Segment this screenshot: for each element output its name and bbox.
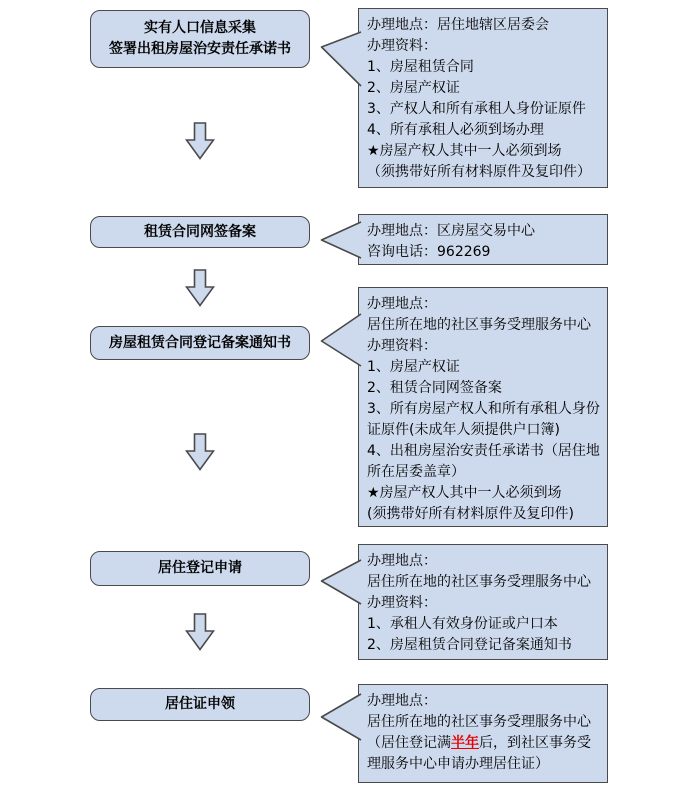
- callout-tail-pointer: [320, 220, 362, 260]
- callout-line: [367, 572, 599, 593]
- callout-line: [367, 441, 599, 462]
- callout-text: 1、房屋租赁合同: [367, 59, 474, 75]
- callout-line: [367, 221, 599, 242]
- callout-line: [367, 36, 599, 57]
- callout-detail-box: [358, 8, 608, 188]
- callout-line: [367, 462, 599, 483]
- callout-text: 3、产权人和所有承租人身份证原件: [367, 101, 586, 117]
- down-arrow-icon: [185, 433, 215, 471]
- callout-text: 居住所在地的社区事务受理服务中心: [367, 317, 591, 333]
- callout-line: [367, 336, 599, 357]
- callout-text: 办理地点：: [367, 693, 437, 709]
- callout-line: [367, 99, 599, 120]
- flow-step-label: 居住证申领: [165, 696, 235, 712]
- callout-text: 办理资料：: [367, 595, 437, 611]
- callout-text: 办理资料：: [367, 338, 437, 354]
- callout-text: 3、所有房屋产权人和所有承租人身份: [367, 401, 600, 417]
- callout-line: [367, 754, 599, 775]
- callout-tail-pointer: [320, 558, 362, 606]
- down-arrow-icon: [185, 269, 215, 307]
- callout-line: [367, 635, 599, 656]
- callout-text: 1、承租人有效身份证或户口本: [367, 616, 558, 632]
- callout-text: 证原件(未成年人须提供户口簿): [367, 422, 560, 438]
- flow-step-box: [90, 10, 310, 68]
- callout-detail-box: [358, 544, 608, 660]
- flow-step-label: 房屋租赁合同登记备案通知书: [109, 334, 291, 351]
- callout-text: （居住登记满: [367, 735, 451, 751]
- callout-line: [367, 420, 599, 441]
- callout-line: [367, 733, 599, 754]
- callout-text: 居住所在地的社区事务受理服务中心: [367, 574, 591, 590]
- callout-line: [367, 357, 599, 378]
- callout-line: [367, 315, 599, 336]
- flow-step-box: [90, 216, 310, 248]
- callout-text: 2、房屋产权证: [367, 80, 460, 96]
- callout-line: [367, 614, 599, 635]
- callout-detail-box: [358, 684, 608, 783]
- callout-text: 理服务中心申请办理居住证）: [367, 756, 549, 772]
- callout-text: 后，到社区事务受: [479, 735, 591, 751]
- callout-line: [367, 691, 599, 712]
- flow-step-box: [90, 688, 310, 721]
- callout-line: [367, 399, 599, 420]
- highlighted-text: 半年: [451, 735, 479, 751]
- callout-tail-pointer: [320, 30, 362, 88]
- callout-text: 办理地点：居住地辖区居委会: [367, 17, 549, 33]
- flow-step-label: 实有人口信息采集: [144, 20, 256, 36]
- callout-line: [367, 294, 599, 315]
- callout-line: [367, 162, 599, 183]
- flow-step-label: 租赁合同网签备案: [144, 223, 256, 240]
- callout-line: [367, 483, 599, 504]
- callout-text: 办理地点：: [367, 296, 437, 312]
- callout-text: （须携带好所有材料原件及复印件）: [367, 164, 591, 180]
- callout-text: 咨询电话：962269: [367, 244, 491, 260]
- callout-text: (须携带好所有材料原件及复印件): [367, 506, 574, 522]
- callout-detail-box: [358, 214, 608, 265]
- callout-text: 2、租赁合同网签备案: [367, 380, 502, 396]
- callout-line: [367, 378, 599, 399]
- flow-step-box: [90, 326, 310, 360]
- callout-text: ★房屋产权人其中一人必须到场: [367, 485, 562, 501]
- callout-line: [367, 242, 599, 263]
- callout-text: 办理资料：: [367, 38, 437, 54]
- callout-line: [367, 593, 599, 614]
- callout-text: 4、出租房屋治安责任承诺书（居住地: [367, 443, 600, 459]
- callout-text: 办理地点：: [367, 553, 437, 569]
- callout-text: 1、房屋产权证: [367, 359, 460, 375]
- flow-step-label: 签署出租房屋治安责任承诺书: [109, 41, 291, 57]
- callout-line: [367, 78, 599, 99]
- callout-text: 4、所有承租人必须到场办理: [367, 122, 544, 138]
- callout-text: 2、房屋租赁合同登记备案通知书: [367, 637, 572, 653]
- callout-tail-pointer: [320, 312, 362, 368]
- callout-line: [367, 141, 599, 162]
- callout-line: [367, 57, 599, 78]
- callout-tail-pointer: [320, 692, 362, 742]
- callout-line: [367, 15, 599, 36]
- callout-text: 居住所在地的社区事务受理服务中心: [367, 714, 591, 730]
- callout-line: [367, 551, 599, 572]
- down-arrow-icon: [185, 613, 215, 651]
- callout-line: [367, 712, 599, 733]
- callout-line: [367, 504, 599, 525]
- callout-text: ★房屋产权人其中一人必须到场: [367, 143, 562, 159]
- flow-step-box: [90, 551, 310, 586]
- callout-detail-box: [358, 287, 608, 527]
- flow-step-label: 居住登记申请: [158, 560, 242, 576]
- callout-text: 所在居委盖章）: [367, 464, 465, 480]
- callout-text: 办理地点：区房屋交易中心: [367, 223, 535, 239]
- callout-line: [367, 120, 599, 141]
- down-arrow-icon: [185, 122, 215, 160]
